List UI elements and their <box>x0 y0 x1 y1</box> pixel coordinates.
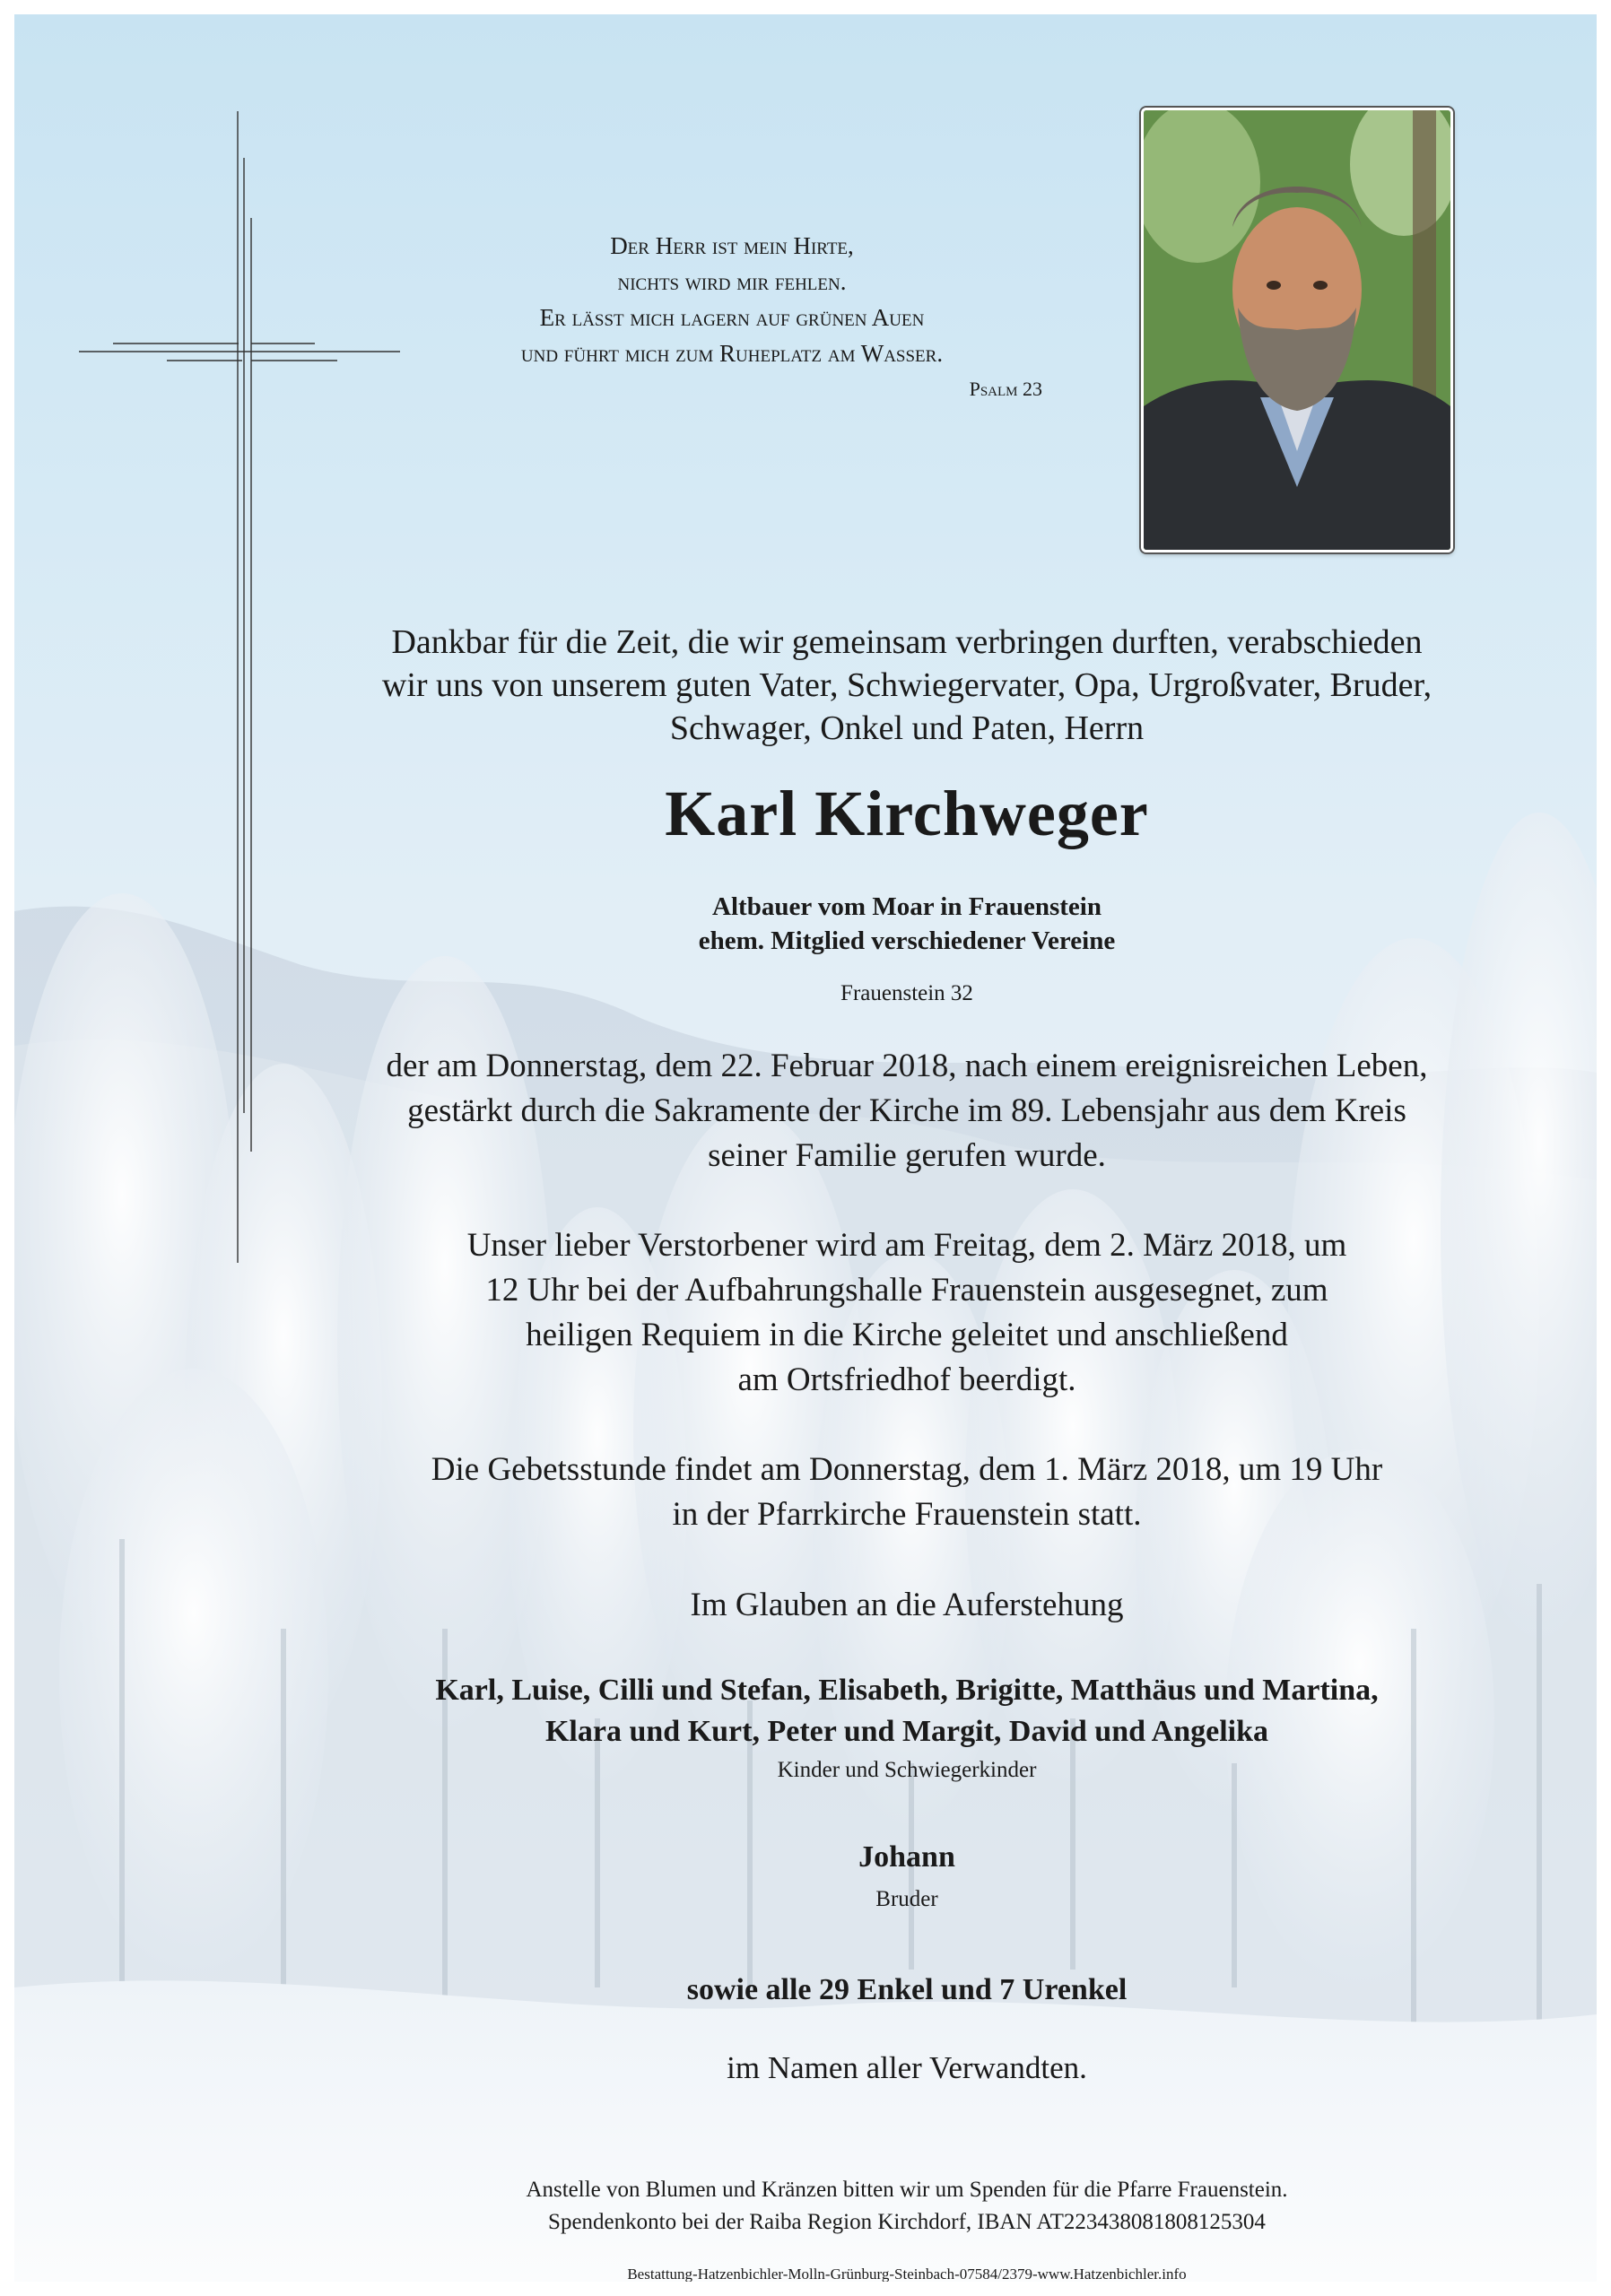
intro-text <box>274 621 1539 750</box>
funeral-line: Unser lieber Verstorbener wird am Freitag, dem 2. März 2018, um <box>466 1227 1347 1264</box>
psalm-line: Der Herr ist mein Hirte, <box>610 232 854 259</box>
funeral-line: 12 Uhr bei der Aufbahrungshalle Frauenstein ausgesegnet, zum <box>485 1272 1328 1309</box>
funeral-home-footer: Bestattung-Hatzenbichler-Molln-Grünburg-Steinbach-07584/2379-www.Hatzenbichler.info <box>627 2266 1187 2282</box>
prayer-line: Die Gebetsstunde findet am Donnerstag, dem 1. März 2018, um 19 Uhr <box>431 1451 1383 1488</box>
psalm-reference: Psalm 23 <box>969 378 1042 400</box>
death-notice-line: gestärkt durch die Sakramente der Kirche im 89. Lebensjahr aus dem Kreis <box>407 1092 1406 1129</box>
brother-name: Johann <box>858 1840 955 1874</box>
death-notice-line: seiner Familie gerufen wurde. <box>708 1137 1106 1174</box>
psalm-line: nichts wird mir fehlen. <box>617 268 847 295</box>
death-notice <box>274 1044 1539 1178</box>
funeral-details <box>274 1223 1539 1403</box>
psalm-line: und führt mich zum Ruheplatz am Wasser. <box>520 340 944 367</box>
portrait-photo <box>1141 108 1453 552</box>
death-notice-line: der am Donnerstag, dem 22. Februar 2018, nach einem ereignisreichen Leben, <box>386 1048 1428 1084</box>
intro-line: Schwager, Onkel und Paten, Herrn <box>669 709 1145 747</box>
deceased-address: Frauenstein 32 <box>840 981 973 1005</box>
children-names <box>274 1670 1539 1752</box>
intro-line: wir uns von unserem guten Vater, Schwiegervater, Opa, Urgroßvater, Bruder, <box>381 666 1432 704</box>
intro-line: Dankbar für die Zeit, die wir gemeinsam verbringen durften, verabschieden <box>391 623 1423 661</box>
deceased-name: Karl Kirchweger <box>665 778 1149 849</box>
psalm-line: Er lässt mich lagern auf grünen Auen <box>539 304 925 331</box>
faith-line: Im Glauben an die Auferstehung <box>690 1587 1124 1623</box>
role-line: ehem. Mitglied verschiedener Vereine <box>698 926 1116 955</box>
prayer-line: in der Pfarrkirche Frauenstein statt. <box>672 1496 1142 1533</box>
brother-relation: Bruder <box>875 1887 938 1911</box>
donation-note <box>274 2174 1539 2239</box>
children-line: Karl, Luise, Cilli und Stefan, Elisabeth, Brigitte, Matthäus und Martina, <box>435 1674 1379 1707</box>
donation-line: Spendenkonto bei der Raiba Region Kirchdorf, IBAN AT223438081808125304 <box>548 2210 1266 2234</box>
grandchildren-line: sowie alle 29 Enkel und 7 Urenkel <box>686 1973 1128 2006</box>
closing-line: im Namen aller Verwandten. <box>727 2050 1087 2085</box>
psalm-quote <box>409 228 1055 400</box>
funeral-line: am Ortsfriedhof beerdigt. <box>737 1361 1076 1398</box>
donation-line: Anstelle von Blumen und Kränzen bitten wir um Spenden für die Pfarre Frauenstein. <box>526 2178 1288 2202</box>
obituary-card <box>14 14 1597 2282</box>
funeral-line: heiligen Requiem in die Kirche geleitet und anschließend <box>526 1317 1288 1353</box>
role-line: Altbauer vom Moar in Frauenstein <box>712 892 1102 921</box>
prayer-hour <box>274 1448 1539 1537</box>
deceased-roles <box>274 890 1539 958</box>
children-relation: Kinder und Schwiegerkinder <box>777 1758 1037 1782</box>
children-line: Klara und Kurt, Peter und Margit, David und Angelika <box>544 1715 1269 1748</box>
